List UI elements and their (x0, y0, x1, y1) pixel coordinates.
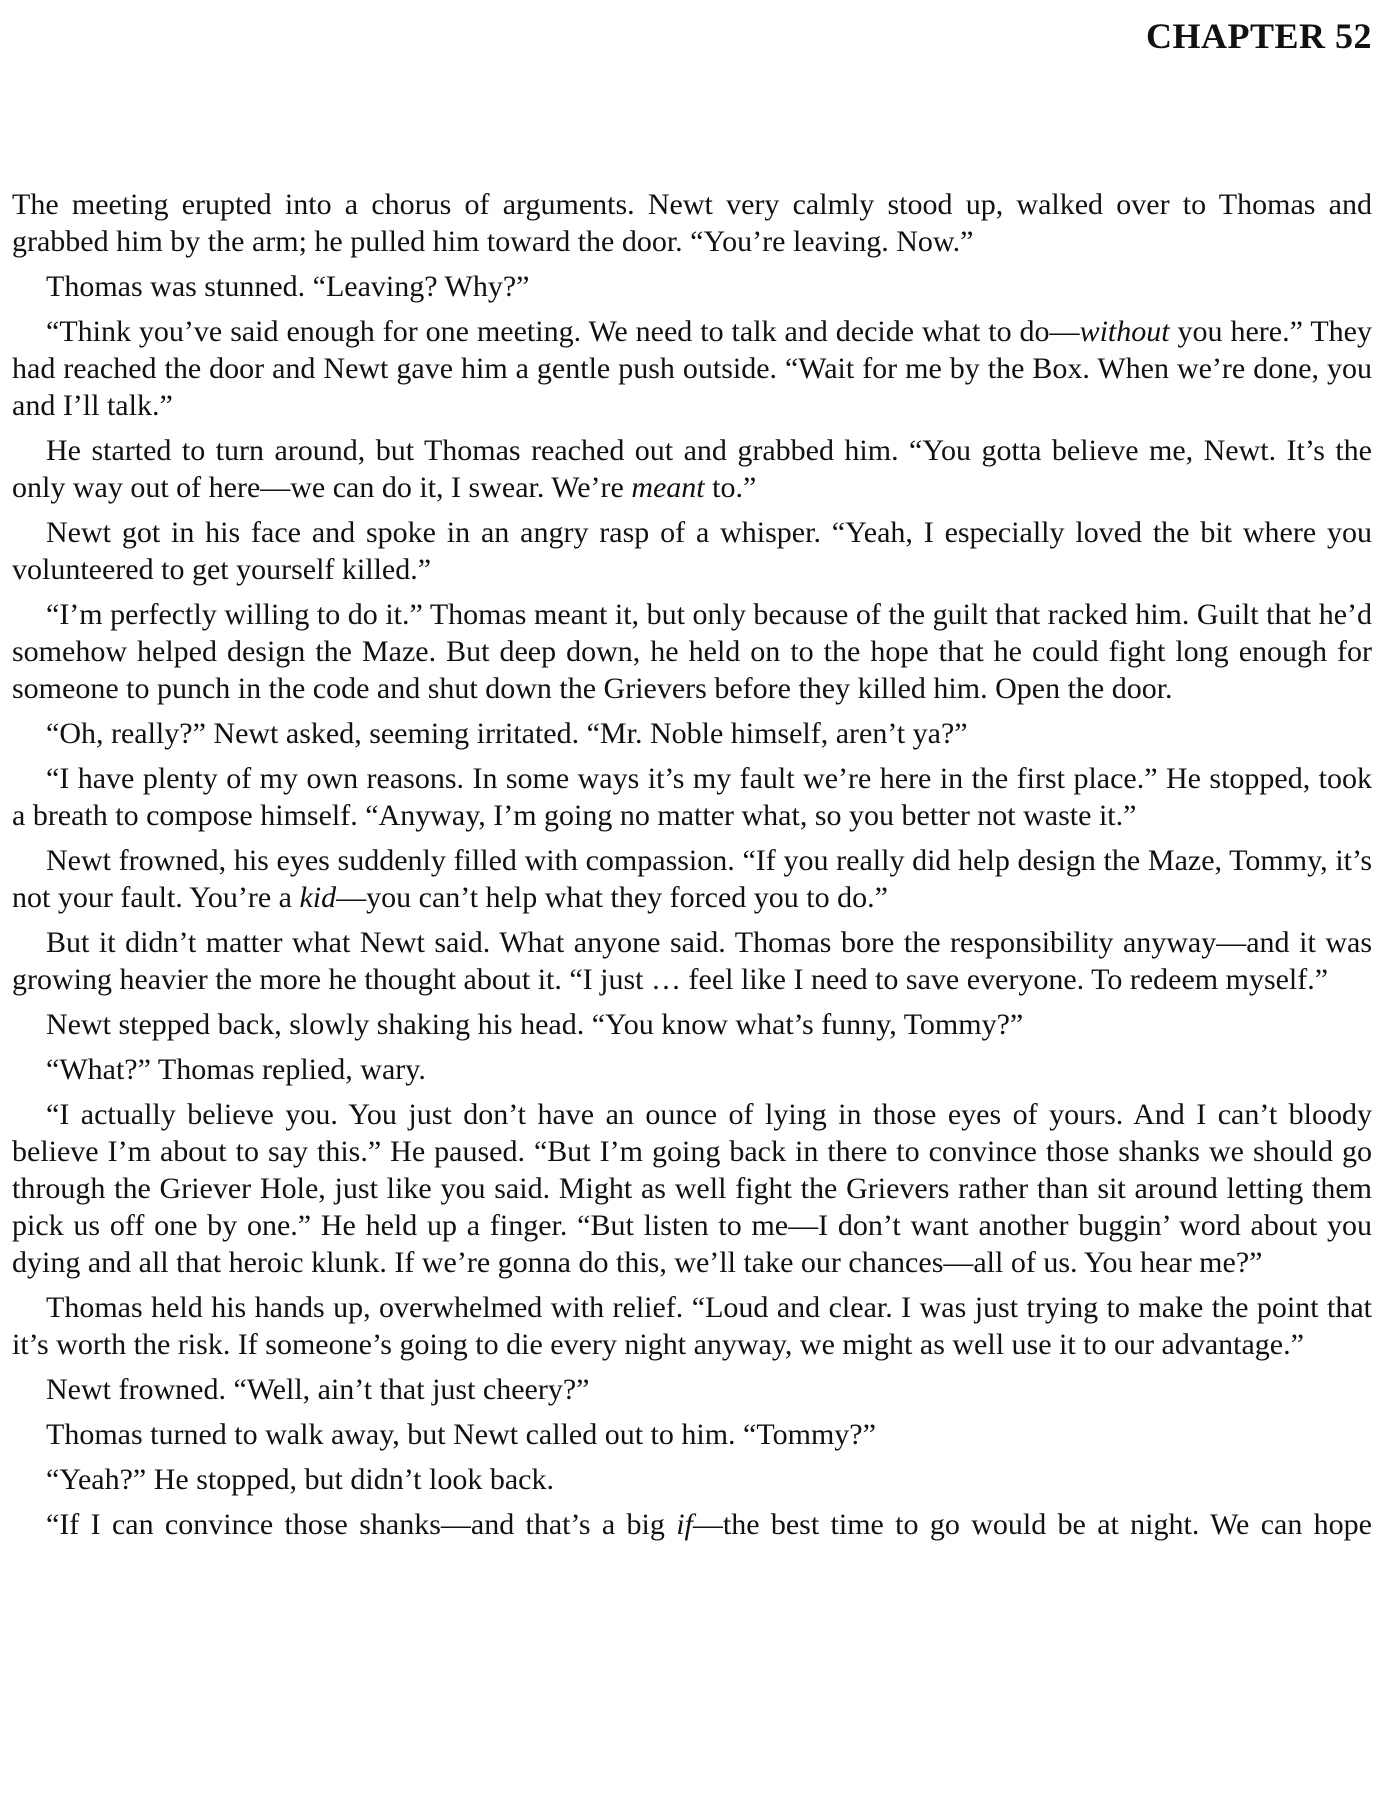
chapter-body (12, 186, 1372, 1551)
paragraph (12, 514, 1372, 588)
text-segment: “Yeah?” He stopped, but didn’t look back. (46, 1463, 554, 1496)
italic-emphasis: without (1079, 315, 1170, 348)
paragraph (12, 596, 1372, 707)
text-segment: —you can’t help what they forced you to do.” (336, 881, 888, 914)
text-segment: “Oh, really?” Newt asked, seeming irritated. “Mr. Noble himself, aren’t ya?” (46, 717, 968, 750)
text-segment: Newt stepped back, slowly shaking his head. “You know what’s funny, Tommy?” (46, 1008, 1024, 1041)
text-segment: Newt frowned. “Well, ain’t that just cheery?” (46, 1373, 590, 1406)
text-segment: But it didn’t matter what Newt said. What anyone said. Thomas bore the responsibility anyway—and it was growing heavier the more he thought about it. “I just … feel like I need to save everyone. To redeem myself.” (12, 926, 1372, 996)
text-segment: Thomas held his hands up, overwhelmed with relief. “Loud and clear. I was just trying to make the point that it’s worth the risk. If someone’s going to die every night anyway, we might as well use it to our advantage.” (12, 1291, 1372, 1361)
paragraph (12, 924, 1372, 998)
paragraph (12, 432, 1372, 506)
text-segment: “I’m perfectly willing to do it.” Thomas meant it, but only because of the guilt that racked him. Guilt that he’d somehow helped design the Maze. But deep down, he held on to the hope that he could fight long enough for someone to punch in the code and shut down the Grievers before they killed him. Open the door. (12, 598, 1372, 705)
italic-emphasis: if (676, 1508, 693, 1541)
italic-emphasis: meant (631, 471, 705, 504)
paragraph (12, 1289, 1372, 1363)
chapter-heading: CHAPTER 52 (1145, 16, 1372, 56)
paragraph (12, 715, 1372, 752)
paragraph (12, 842, 1372, 916)
text-segment: “What?” Thomas replied, wary. (46, 1053, 426, 1086)
text-segment: to.” (704, 471, 757, 504)
text-segment: The meeting erupted into a chorus of arguments. Newt very calmly stood up, walked over to Thomas and grabbed him by the arm; he pulled him toward the door. “You’re leaving. Now.” (12, 188, 1372, 258)
text-segment: “I have plenty of my own reasons. In some ways it’s my fault we’re here in the first place.” He stopped, took a breath to compose himself. “Anyway, I’m going no matter what, so you better not waste it.” (12, 762, 1372, 832)
paragraph (12, 1416, 1372, 1453)
italic-emphasis: kid (299, 881, 337, 914)
paragraph (12, 313, 1372, 424)
text-segment: you here.” They had reached the door and Newt gave him a gentle push outside. “Wait for me by the Box. When we’re done, you and I’ll talk.” (12, 315, 1372, 422)
text-segment: “If I can convince those shanks—and that’s a big (46, 1508, 677, 1541)
text-segment: “I actually believe you. You just don’t have an ounce of lying in those eyes of yours. And I can’t bloody believe I’m about to say this.” He paused. “But I’m going back in there to convince those shanks we should go through the Griever Hole, just like you said. Might as well fight the Grievers rather than sit around letting them pick us off one by one.” He held up a finger. “But listen to me—I don’t want another buggin’ word about you dying and all that heroic klunk. If we’re gonna do this, we’ll take our chances—all of us. You hear me?” (12, 1098, 1372, 1279)
paragraph (12, 760, 1372, 834)
paragraph (12, 1096, 1372, 1281)
paragraph (12, 1461, 1372, 1498)
text-segment: Thomas was stunned. “Leaving? Why?” (46, 270, 530, 303)
text-segment: Newt got in his face and spoke in an angry rasp of a whisper. “Yeah, I especially loved the bit where you volunteered to get yourself killed.” (12, 516, 1372, 586)
text-segment: —the best time to go would be at night. We can hope (692, 1508, 1372, 1541)
text-segment: Newt frowned, his eyes suddenly filled with compassion. “If you really did help design the Maze, Tommy, it’s not your fault. You’re a (12, 844, 1372, 914)
text-segment: “Think you’ve said enough for one meeting. We need to talk and decide what to do— (46, 315, 1080, 348)
paragraph (12, 268, 1372, 305)
text-segment: Thomas turned to walk away, but Newt called out to him. “Tommy?” (46, 1418, 876, 1451)
paragraph (12, 1506, 1372, 1543)
paragraph (12, 1371, 1372, 1408)
paragraph (12, 186, 1372, 260)
text-segment: He started to turn around, but Thomas reached out and grabbed him. “You gotta believe me, Newt. It’s the only way out of here—we can do it, I swear. We’re (12, 434, 1372, 504)
paragraph (12, 1006, 1372, 1043)
paragraph (12, 1051, 1372, 1088)
